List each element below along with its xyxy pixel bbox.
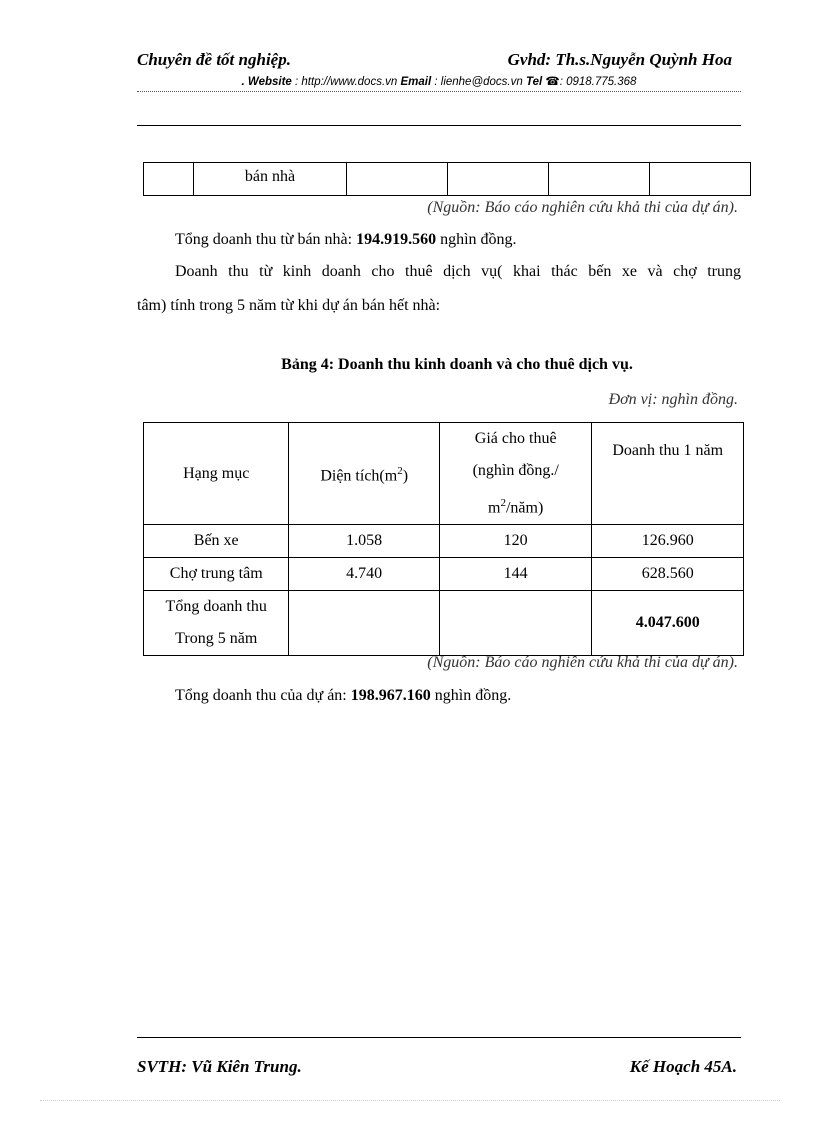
total-label: Tổng doanh thu Trong 5 năm	[144, 591, 289, 656]
table-row: Bến xe 1.058 120 126.960	[144, 525, 744, 558]
header-contact-line	[137, 74, 741, 88]
tel-value: : 0918.775.368	[559, 76, 637, 88]
footer-class: Kế Hoạch 45A.	[629, 1057, 737, 1076]
paragraph-service-line2: tâm) tính trong 5 năm từ khi dự án bán hết nhà:	[137, 297, 441, 314]
email-label: Email	[400, 76, 432, 88]
source-note: (Nguồn: Báo cáo nghiên cứu khả thi của dự án).	[427, 199, 738, 216]
house-revenue-value: 194.919.560	[356, 231, 437, 248]
header-item: Hạng mục	[144, 423, 289, 525]
header-price: Giá cho thuê (nghìn đồng./ $m^2/năm$)	[439, 423, 592, 525]
footer-divider	[137, 1037, 741, 1038]
header-divider	[137, 125, 741, 126]
table-total-row	[144, 591, 744, 656]
source-note-2: (Nguồn: Báo cáo nghiên cứu khả thi của dự án).	[427, 654, 738, 671]
table3-tail	[143, 162, 751, 196]
footer-student: SVTH: Vũ Kiên Trung.	[137, 1057, 302, 1076]
tel-label: Tel	[525, 76, 543, 88]
paragraph-house-revenue: Tổng doanh thu từ bán nhà: 194.919.560 nghìn đồng.	[175, 231, 517, 248]
total-revenue: 4.047.600	[592, 591, 744, 656]
paragraph-total-revenue: Tổng doanh thu của dự án: 198.967.160 nghìn đồng.	[175, 687, 512, 704]
table-caption: Bảng 4: Doanh thu kinh doanh và cho thuê dịch vụ.	[281, 356, 633, 373]
header-revenue: Doanh thu 1 năm	[592, 423, 744, 525]
email-value: : lienhe@docs.vn	[434, 76, 523, 88]
table-unit: Đơn vị: nghìn đồng.	[608, 391, 738, 408]
website-value: : http://www.docs.vn	[295, 76, 398, 88]
table-row: Chợ trung tâm 4.740 144 628.560	[144, 558, 744, 591]
total-project-revenue: 198.967.160	[350, 687, 431, 704]
header-advisor: Gvhd: Th.s.Nguyễn Quỳnh Hoa	[507, 50, 732, 69]
header-title: Chuyên đề tốt nghiệp.	[137, 50, 291, 69]
header-area: Diện $tích(m^2)$	[289, 423, 439, 525]
table-row	[144, 163, 751, 196]
table-cell: bán nhà	[194, 163, 347, 196]
page-bottom-dots	[40, 1100, 780, 1101]
revenue-table	[143, 422, 744, 656]
paragraph-service-line1: Doanh thu từ kinh doanh cho thuê dịch vụ( khai thác bến xe và chợ trung	[175, 263, 741, 280]
table-header-row	[144, 423, 744, 525]
phone-icon: ☎	[545, 76, 560, 88]
website-label: . Website	[241, 76, 292, 88]
header-dotted-divider	[137, 91, 741, 92]
